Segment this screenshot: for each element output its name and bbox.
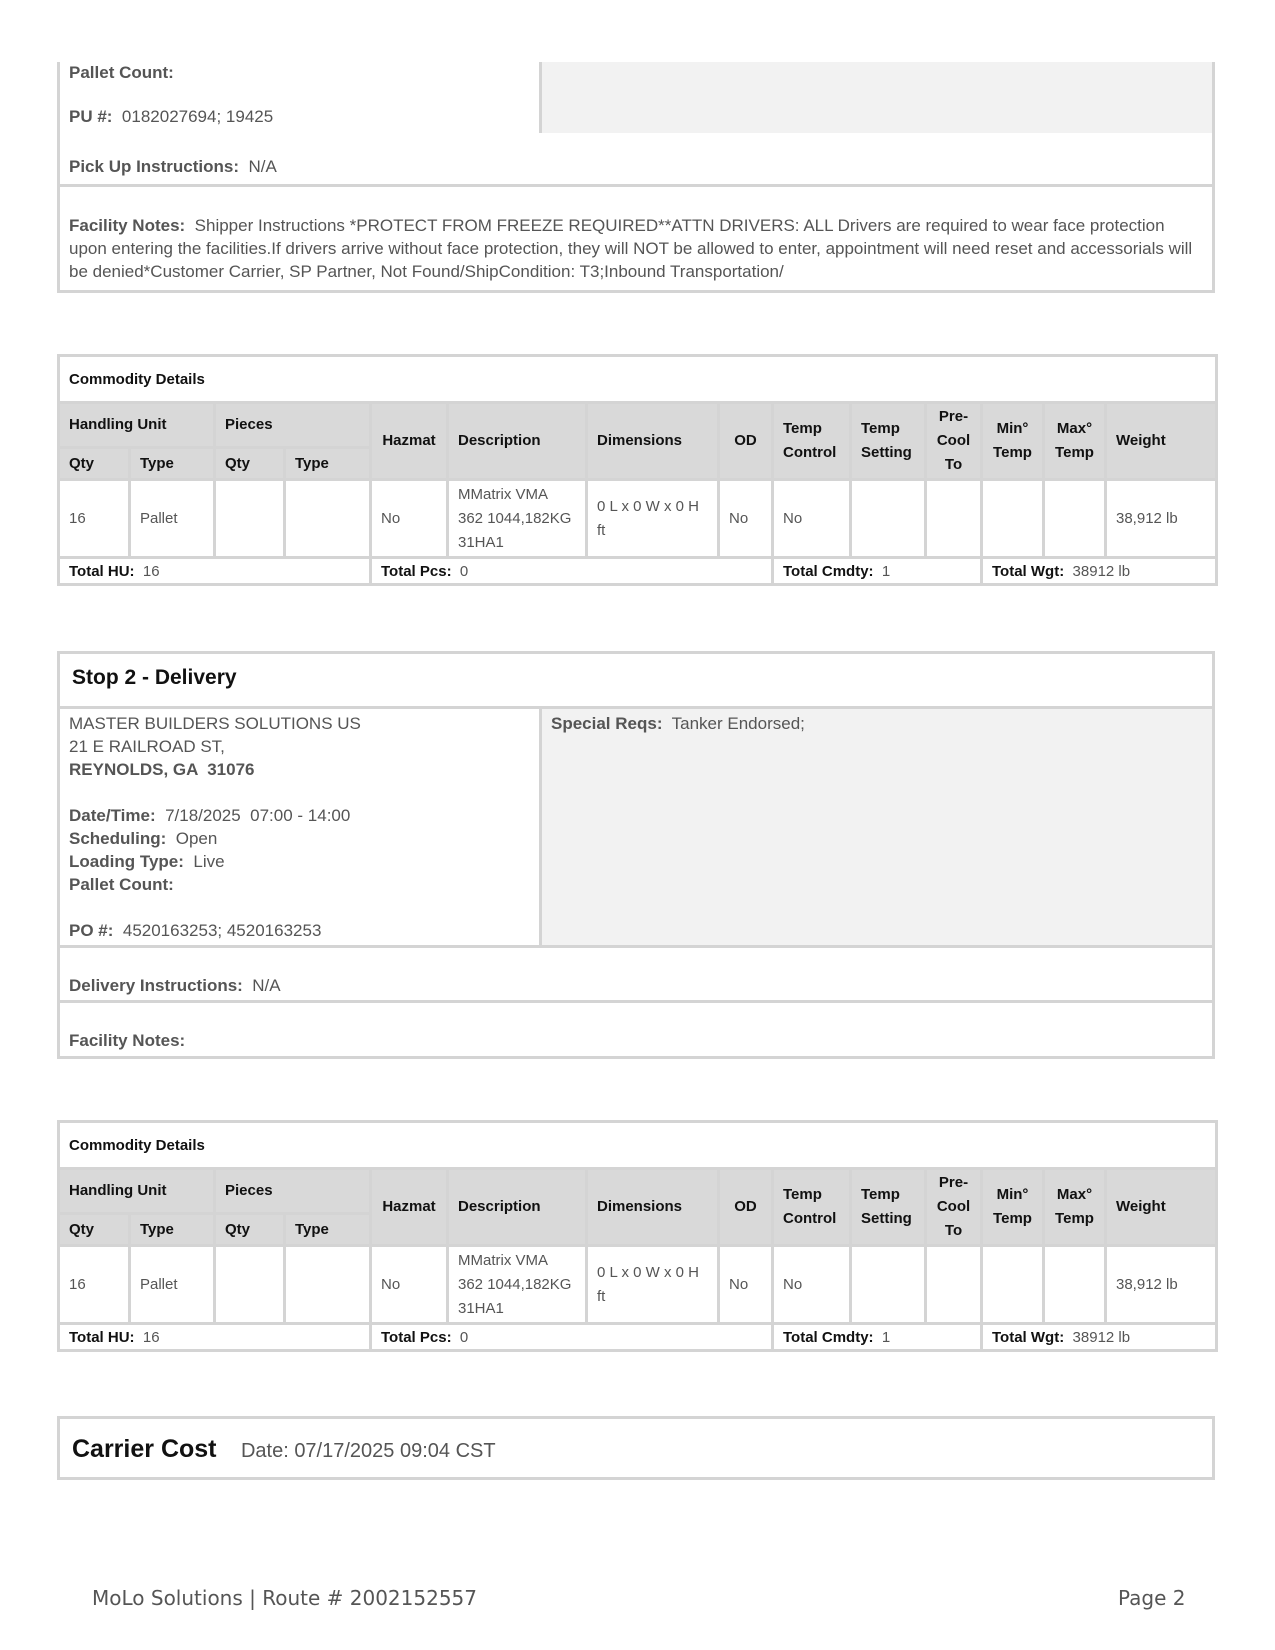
stop2-right-panel: [542, 709, 1212, 948]
carrier-cost: [57, 1416, 1215, 1480]
th-dimensions: Dimensions: [587, 1169, 719, 1246]
carrier-cost-title: Carrier Cost: [72, 1435, 217, 1463]
cell-od: No: [719, 480, 773, 558]
th-pieces: Pieces: [215, 1169, 371, 1214]
cell-temp-control: No: [773, 480, 851, 558]
th-min-temp: Min° Temp: [982, 403, 1044, 480]
po-label: PO #:: [69, 921, 114, 940]
cell-pc-type: [285, 480, 371, 558]
datetime-value: 7/18/2025 07:00 - 14:00: [165, 806, 351, 825]
pickup-instructions-label: Pick Up Instructions:: [69, 157, 240, 176]
stop2-company: MASTER BUILDERS SOLUTIONS US: [69, 714, 361, 733]
total-pcs: [371, 558, 773, 585]
th-hu-qty: Qty: [59, 1214, 130, 1246]
stop2-datetime: [69, 804, 530, 827]
stop1-details: [57, 62, 1215, 136]
stop2-facility-notes-label: Facility Notes:: [69, 1031, 186, 1050]
footer-route: MoLo Solutions | Route # 2002152557: [92, 1586, 477, 1610]
th-max-temp: Max° Temp: [1044, 1169, 1106, 1246]
th-hu-qty: Qty: [59, 448, 130, 480]
po-value: 4520163253; 4520163253: [122, 921, 322, 940]
th-pc-qty: Qty: [215, 448, 285, 480]
total-wgt-value: 38912 lb: [1072, 562, 1131, 580]
cell-pc-type: [285, 1246, 371, 1324]
total-cmdty-value: 1: [881, 562, 891, 580]
th-temp-setting: Temp Setting: [851, 1169, 926, 1246]
th-handling-unit: Handling Unit: [59, 403, 215, 448]
total-hu: [59, 1324, 371, 1351]
cell-max-temp: [1044, 480, 1106, 558]
cell-dimensions: 0 L x 0 W x 0 H ft: [587, 1246, 719, 1324]
stop1-pu: [69, 105, 539, 128]
cell-pre-cool-to: [926, 1246, 982, 1324]
total-hu-label: Total HU:: [69, 1328, 135, 1346]
th-max-temp: Max° Temp: [1044, 403, 1106, 480]
cell-weight: 38,912 lb: [1106, 1246, 1217, 1324]
th-pc-qty: Qty: [215, 1214, 285, 1246]
datetime-label: Date/Time:: [69, 806, 156, 825]
total-pcs-label: Total Pcs:: [381, 562, 452, 580]
th-pc-type: Type: [285, 448, 371, 480]
th-dimensions: Dimensions: [587, 403, 719, 480]
stop2-loading: [69, 850, 530, 873]
th-hu-type: Type: [130, 1214, 215, 1246]
special-reqs-label: Special Reqs:: [551, 714, 663, 733]
pu-value: 0182027694; 19425: [121, 107, 274, 126]
cell-max-temp: [1044, 1246, 1106, 1324]
total-pcs-value: 0: [459, 562, 469, 580]
th-temp-setting: Temp Setting: [851, 403, 926, 480]
th-pc-type: Type: [285, 1214, 371, 1246]
cell-hu-type: Pallet: [130, 480, 215, 558]
cell-min-temp: [982, 1246, 1044, 1324]
cell-hu-qty: 16: [59, 480, 130, 558]
cell-temp-control: No: [773, 1246, 851, 1324]
th-weight: Weight: [1106, 1169, 1217, 1246]
pickup-instructions-value: N/A: [248, 157, 277, 176]
th-weight: Weight: [1106, 403, 1217, 480]
totals-row: [59, 1324, 1217, 1351]
cell-pre-cool-to: [926, 480, 982, 558]
commodity-table-1: [57, 354, 1215, 586]
th-hazmat: Hazmat: [371, 403, 448, 480]
total-cmdty-value: 1: [881, 1328, 891, 1346]
th-od: OD: [719, 403, 773, 480]
total-pcs-label: Total Pcs:: [381, 1328, 452, 1346]
cell-hu-type: Pallet: [130, 1246, 215, 1324]
total-pcs-value: 0: [459, 1328, 469, 1346]
th-temp-control: Temp Control: [773, 403, 851, 480]
facility-notes-value: Shipper Instructions *PROTECT FROM FREEZE REQUIRED**ATTN DRIVERS: ALL Drivers are required to wear face protection upon entering the facilities.If drivers arrive without face protection, they will NOT be allowed to enter, appointment will need reset and accessorials will be denied*Customer Carrier, SP Partner, Not Found/ShipCondition: T3;Inbound Transportation/: [69, 216, 1193, 281]
stop2-pallet-count: Pallet Count:: [69, 875, 174, 894]
commodity-table-2: [57, 1120, 1215, 1352]
total-cmdty: [773, 558, 982, 585]
cell-hazmat: No: [371, 480, 448, 558]
cell-temp-setting: [851, 480, 926, 558]
stop2-scheduling: [69, 827, 530, 850]
cell-temp-setting: [851, 1246, 926, 1324]
stop1-left-panel: [60, 62, 542, 133]
cell-hu-qty: 16: [59, 1246, 130, 1324]
cell-weight: 38,912 lb: [1106, 480, 1217, 558]
stop1-facility-notes: [57, 187, 1215, 293]
stop2-heading: Stop 2 - Delivery: [60, 654, 1212, 709]
cell-hazmat: No: [371, 1246, 448, 1324]
carrier-cost-date: Date: 07/17/2025 09:04 CST: [240, 1440, 496, 1462]
total-cmdty-label: Total Cmdty:: [783, 1328, 874, 1346]
th-od: OD: [719, 1169, 773, 1246]
commodity-title: Commodity Details: [59, 356, 1217, 403]
totals-row: [59, 558, 1217, 585]
delivery-instructions-value: N/A: [252, 976, 281, 995]
scheduling-label: Scheduling:: [69, 829, 167, 848]
pu-label: PU #:: [69, 107, 113, 126]
total-cmdty: [773, 1324, 982, 1351]
loading-type-value: Live: [193, 852, 225, 871]
th-hazmat: Hazmat: [371, 1169, 448, 1246]
th-pieces: Pieces: [215, 403, 371, 448]
cell-pc-qty: [215, 480, 285, 558]
th-pre-cool-to: Pre-Cool To: [926, 403, 982, 480]
th-hu-type: Type: [130, 448, 215, 480]
facility-notes-label: Facility Notes:: [69, 216, 186, 235]
th-description: Description: [448, 1169, 587, 1246]
special-reqs-value: Tanker Endorsed;: [671, 714, 805, 733]
table-row: [59, 1246, 1217, 1324]
cell-description: MMatrix VMA 362 1044,182KG 31HA1: [448, 480, 587, 558]
delivery-instructions-label: Delivery Instructions:: [69, 976, 243, 995]
scheduling-value: Open: [175, 829, 218, 848]
th-min-temp: Min° Temp: [982, 1169, 1044, 1246]
total-hu-label: Total HU:: [69, 562, 135, 580]
footer-page-number: Page 2: [1118, 1586, 1186, 1610]
th-handling-unit: Handling Unit: [59, 1169, 215, 1214]
pickup-instructions: [57, 133, 1215, 187]
th-temp-control: Temp Control: [773, 1169, 851, 1246]
total-wgt: [982, 558, 1217, 585]
commodity-title: Commodity Details: [59, 1122, 1217, 1169]
total-wgt-value: 38912 lb: [1072, 1328, 1131, 1346]
stop2-facility-notes: [60, 1003, 1212, 1056]
loading-type-label: Loading Type:: [69, 852, 184, 871]
stop2-left-panel: [60, 709, 542, 948]
table-row: [59, 480, 1217, 558]
th-description: Description: [448, 403, 587, 480]
cell-min-temp: [982, 480, 1044, 558]
total-pcs: [371, 1324, 773, 1351]
th-pre-cool-to: Pre-Cool To: [926, 1169, 982, 1246]
total-cmdty-label: Total Cmdty:: [783, 562, 874, 580]
stop1-right-panel: [542, 62, 1212, 133]
total-wgt: [982, 1324, 1217, 1351]
delivery-instructions: [60, 948, 1212, 1003]
cell-dimensions: 0 L x 0 W x 0 H ft: [587, 480, 719, 558]
stop2-delivery: [57, 651, 1215, 1059]
stop2-address: 21 E RAILROAD ST,: [69, 737, 225, 756]
stop2-city-state-zip: REYNOLDS, GA 31076: [69, 760, 255, 779]
cell-pc-qty: [215, 1246, 285, 1324]
total-wgt-label: Total Wgt:: [992, 1328, 1065, 1346]
total-hu-value: 16: [142, 562, 160, 580]
cell-description: MMatrix VMA 362 1044,182KG 31HA1: [448, 1246, 587, 1324]
stop2-po: [69, 919, 530, 942]
total-hu: [59, 558, 371, 585]
total-hu-value: 16: [142, 1328, 160, 1346]
total-wgt-label: Total Wgt:: [992, 562, 1065, 580]
pallet-count-label: Pallet Count:: [69, 63, 174, 82]
cell-od: No: [719, 1246, 773, 1324]
stop1-pallet-count: [69, 61, 539, 84]
